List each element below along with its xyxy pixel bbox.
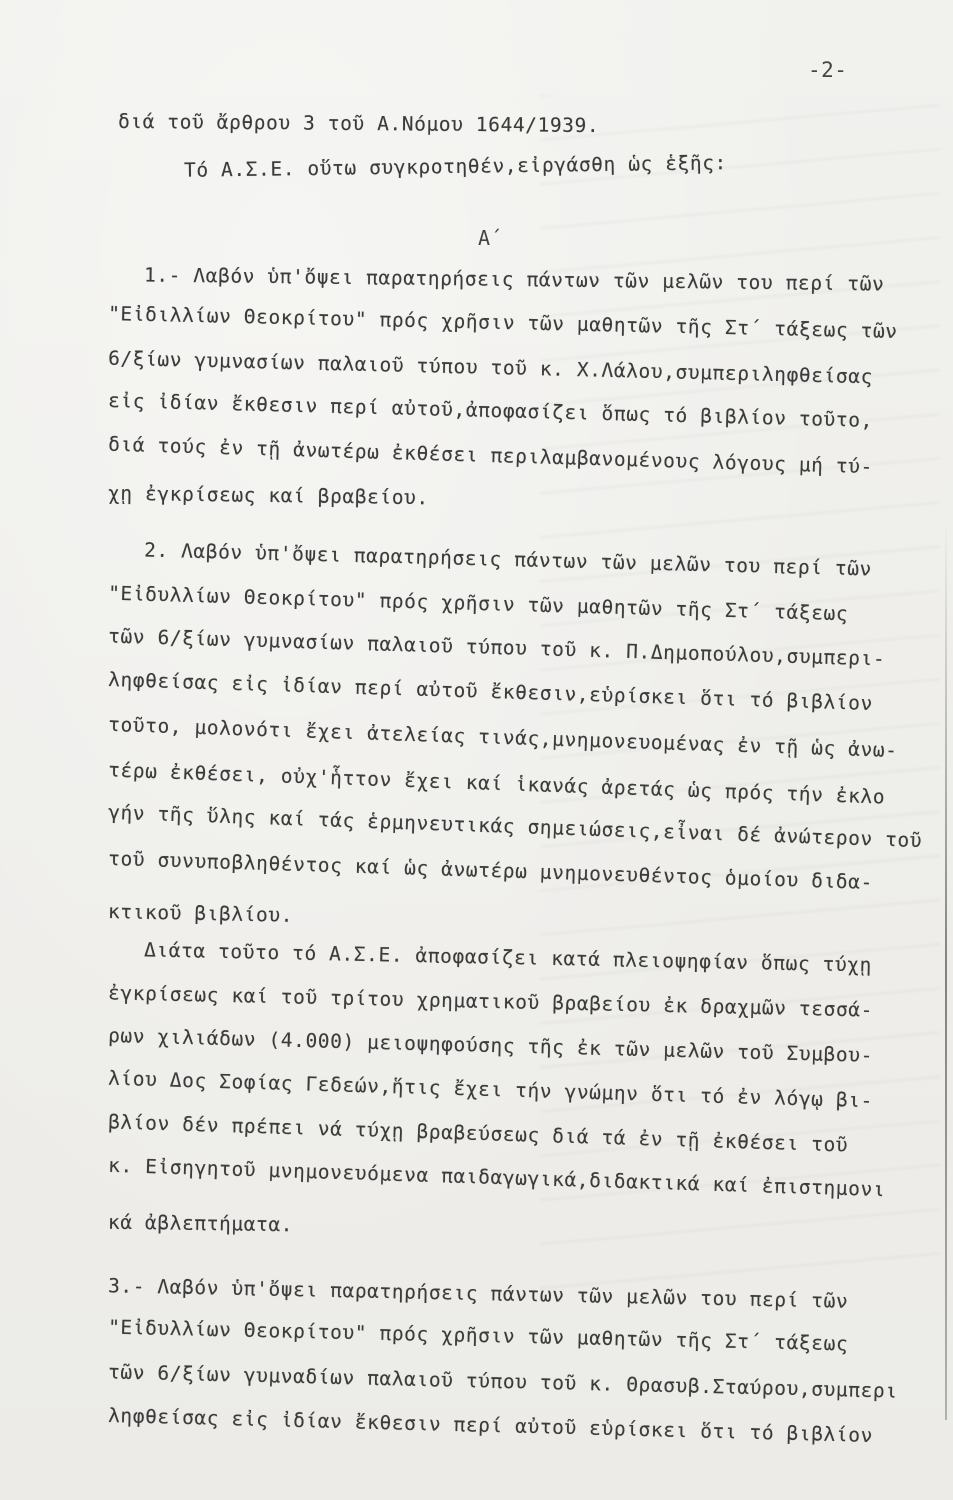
text-line: "Εἰδυλλίων Θεοκρίτου" πρός χρῆσιν τῶν μαθητῶν τῆς Στ΄ τάξεως bbox=[107, 1315, 849, 1356]
text-line: 1.- Λαβόν ὑπ'ὄψει παρατηρήσεις πάντων τῶν μελῶν του περί τῶν bbox=[143, 263, 885, 296]
text-line: εἰς ἰδίαν ἔκθεσιν περί αὐτοῦ,ἀποφασίζει ὅπως τό βιβλίον τοῦτο, bbox=[107, 388, 874, 433]
text-line: Τό Α.Σ.Ε. οὕτω συγκροτηθέν,εἰργάσθη ὡς ἑξῆς: bbox=[183, 151, 728, 182]
text-line: βλίον δέν πρέπει νά τύχῃ βραβεύσεως διά τά ἐν τῇ ἐκθέσει τοῦ bbox=[107, 1110, 849, 1157]
text-line: 2. Λαβόν ὑπ'ὄψει παρατηρήσεις πάντων τῶν μελῶν του περί τῶν bbox=[143, 538, 873, 581]
text-line: ληφθείσας εἰς ἰδίαν περί αὐτοῦ ἔκθεσιν,εὑρίσκει ὅτι τό βιβλίον bbox=[107, 667, 874, 716]
page-edge-shadow bbox=[945, 520, 947, 1420]
text-line: ρων χιλιάδων (4.000) μειοψηφούσης τῆς ἐκ τῶν μελῶν τοῦ Συμβου- bbox=[107, 1023, 874, 1068]
text-line: ἐγκρίσεως καί τοῦ τρίτου χρηματικοῦ βραβείου ἐκ δραχμῶν τεσσά- bbox=[107, 981, 874, 1022]
text-line: τοῦ συνυποβληθέντος καί ὡς ἀνωτέρω μνημονευθέντος ὁμοίου διδα- bbox=[107, 846, 874, 895]
text-line: κά ἀβλεπτήματα. bbox=[107, 1210, 294, 1237]
text-line: τέρω ἐκθέσει, οὐχ'ἧττον ἔχει καί ἱκανάς ἀρετάς ὡς πρός τήν ἐκλο bbox=[107, 758, 886, 809]
text-line: χῃ ἐγκρίσεως καί βραβείου. bbox=[107, 481, 429, 510]
text-line: κ. Εἰσηγητοῦ μνημονευόμενα παιδαγωγικά,διδακτικά καί ἐπιστημονι bbox=[107, 1153, 886, 1202]
section-heading: Α΄ bbox=[478, 226, 503, 250]
text-line: γήν τῆς ὕλης καί τάς ἑρμηνευτικάς σημειώσεις,εἶναι δέ ἀνώτερον τοῦ bbox=[107, 800, 923, 853]
text-line: κτικοῦ βιβλίου. bbox=[107, 900, 294, 927]
text-line: Διάτα τοῦτο τό Α.Σ.Ε. ἀποφασίζει κατά πλειοψηφίαν ὅπως τύχῃ bbox=[143, 938, 873, 977]
text-line: λίου Δος Σοφίας Γεδεών,ἥτις ἔχει τήν γνώμην ὅτι τό ἐν λόγῳ βι- bbox=[107, 1066, 874, 1113]
text-line: τῶν 6/ξίων γυμνασίων παλαιοῦ τύπου τοῦ κ. Π.Δημοπούλου,συμπερι- bbox=[107, 624, 886, 671]
text-line: τῶν 6/ξίων γυμναδίων παλαιοῦ τύπου τοῦ κ. Θρασυβ.Σταύρου,συμπερι bbox=[107, 1360, 898, 1403]
text-line: διά τοῦ ἄρθρου 3 τοῦ Α.Νόμου 1644/1939. bbox=[117, 109, 600, 138]
page-number: -2- bbox=[808, 58, 848, 82]
text-line: 6/ξίων γυμνασίων παλαιοῦ τύπου τοῦ κ. Χ.Λάλου,συμπεριληφθείσας bbox=[107, 346, 874, 389]
text-line: "Εἰδυλλίων Θεοκρίτου" πρός χρῆσιν τῶν μαθητῶν τῆς Στ΄ τάξεως bbox=[107, 581, 849, 626]
text-line: τοῦτο, μολονότι ἔχει ἀτελείας τινάς,μνημονευομένας ἐν τῇ ὡς ἀνω- bbox=[107, 712, 898, 763]
text-line: 3.- Λαβόν ὑπ'ὄψει παρατηρήσεις πάντων τῶν μελῶν του περί τῶν bbox=[107, 1274, 849, 1313]
text-line: "Εἰδιλλίων Θεοκρίτου" πρός χρῆσιν τῶν μαθητῶν τῆς Στ΄ τάξεως τῶν bbox=[107, 302, 898, 343]
text-line: διά τούς ἐν τῇ ἀνωτέρω ἐκθέσει περιλαμβανομένους λόγους μή τύ- bbox=[107, 432, 874, 479]
text-line: ληφθείσας εἰς ἰδίαν ἔκθεσιν περί αὐτοῦ εὑρίσκει ὅτι τό βιβλίον bbox=[107, 1403, 874, 1448]
